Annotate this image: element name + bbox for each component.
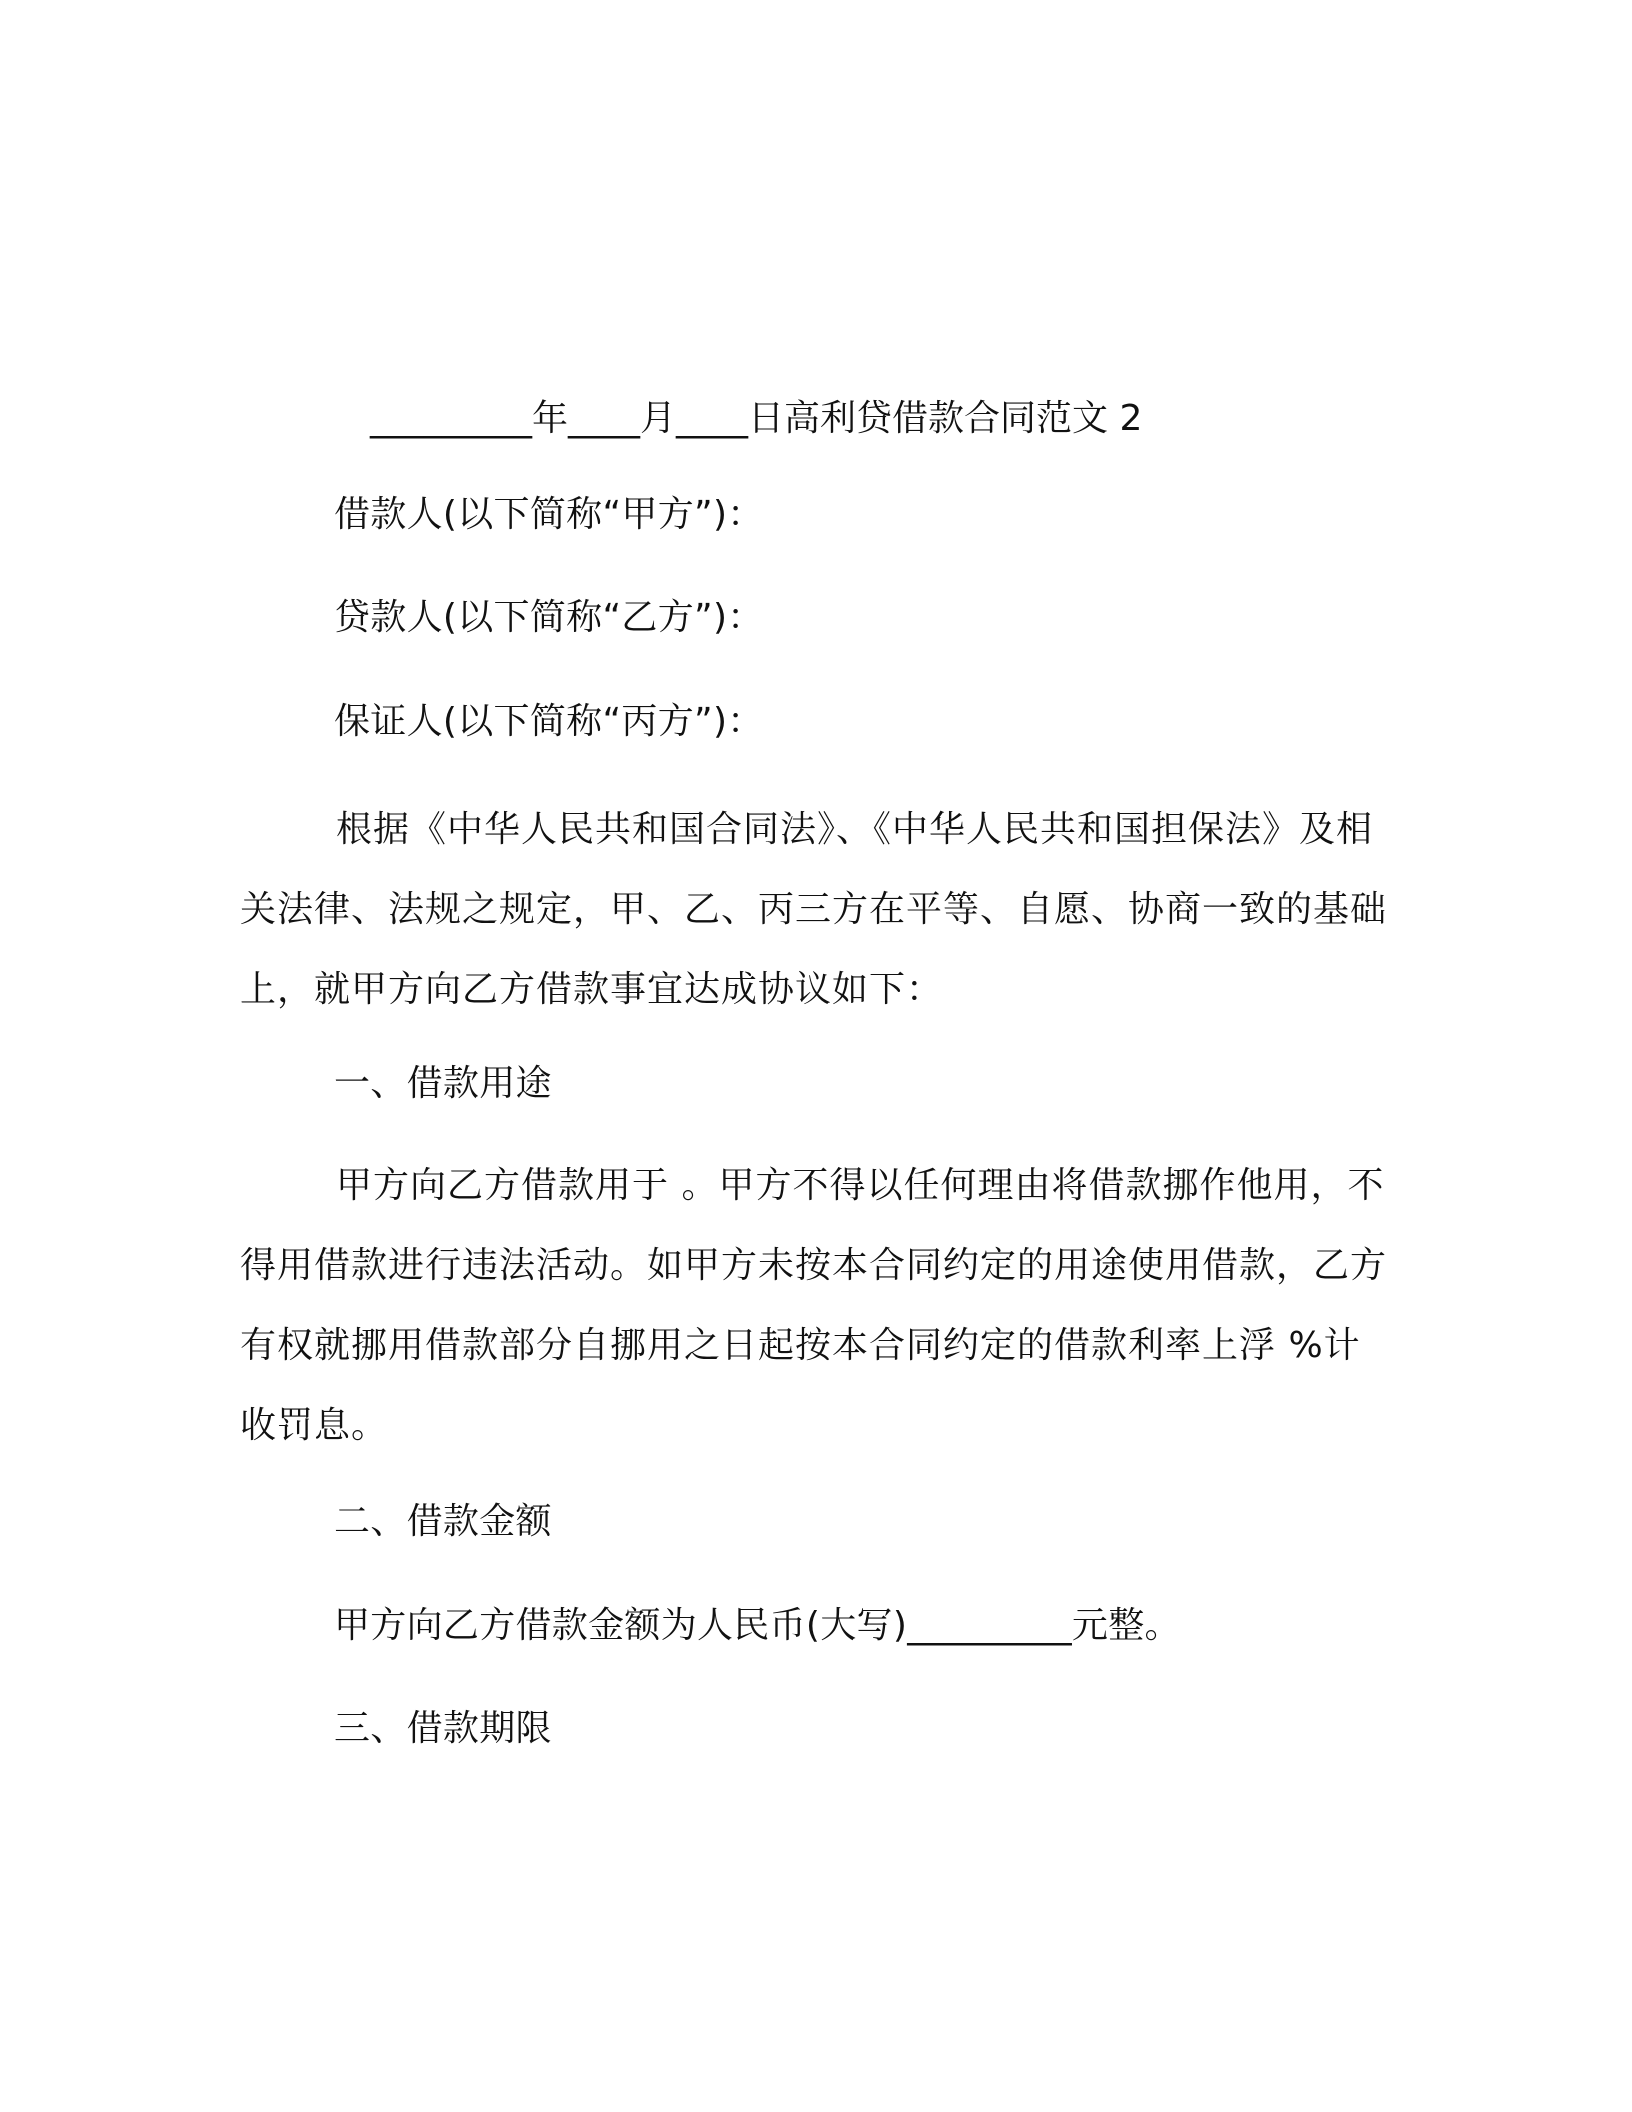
- section-2-body: 甲方向乙方借款金额为人民币(大写)_________元整。: [334, 1605, 1181, 1646]
- lender-line: 贷款人(以下简称“乙方”)：: [334, 597, 764, 638]
- document-title: _________年____月____日高利贷借款合同范文 2: [370, 398, 1143, 439]
- section-1-heading: 一、借款用途: [334, 1063, 552, 1104]
- borrower-line: 借款人(以下简称“甲方”)：: [334, 494, 764, 535]
- section-3-heading: 三、借款期限: [334, 1708, 552, 1749]
- guarantor-line: 保证人(以下简称“丙方”)：: [334, 701, 764, 742]
- section-2-heading: 二、借款金额: [334, 1501, 552, 1542]
- section-1-body: 甲方向乙方借款用于 。甲方不得以任何理由将借款挪作他用，不得用借款进行违法活动。如甲方未按本合同约定的用途使用借款，乙方有权就挪用借款部分自挪用之日起按本合同约定的借款利率上浮 %计收罚息。: [240, 1165, 1388, 1446]
- preamble-paragraph: 根据《中华人民共和国合同法》、《中华人民共和国担保法》及相关法律、法规之规定，甲、乙、丙三方在平等、自愿、协商一致的基础上，就甲方向乙方借款事宜达成协议如下：: [240, 809, 1388, 1010]
